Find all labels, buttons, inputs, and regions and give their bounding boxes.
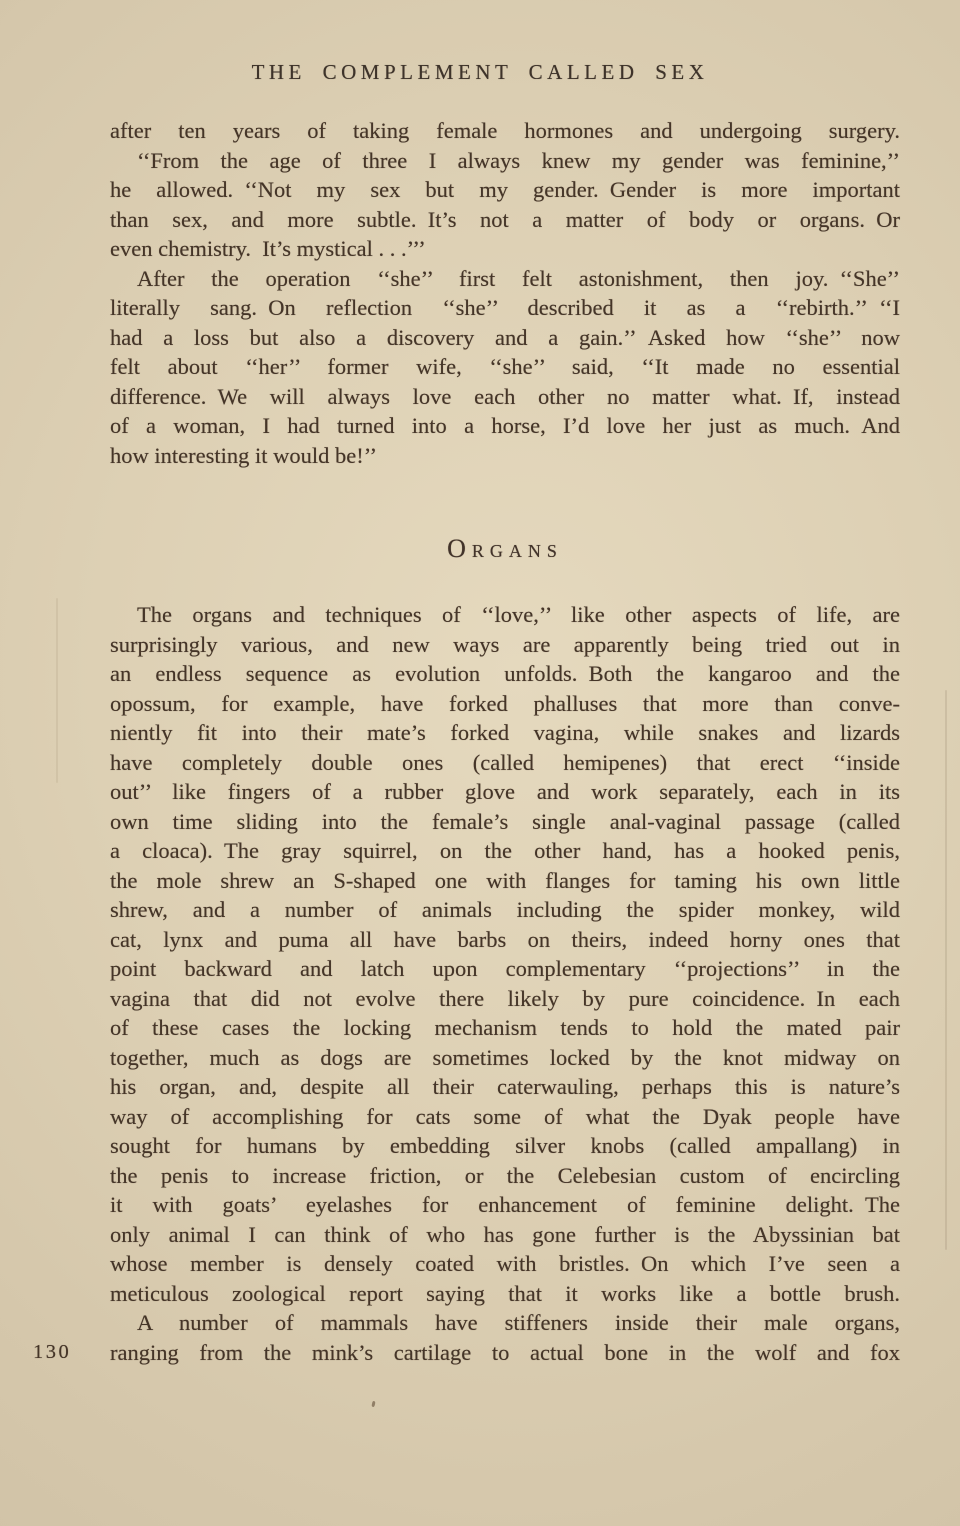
text-line: meticulous zoological report saying that it works like a bottle brush.	[110, 1280, 900, 1306]
text-line: whose member is densely coated with bristles. On which I’ve seen a	[110, 1251, 900, 1276]
text-line: way of accomplishing for cats some of what the Dyak people have	[110, 1103, 900, 1129]
text-line: it with goats’ eyelashes for enhancement of feminine delight. The	[110, 1192, 900, 1217]
text-line: vagina that did not evolve there likely by pure coincidence. In each	[110, 985, 900, 1011]
text-line: The organs and techniques of ‘‘love,’’ like other aspects of life, are	[137, 602, 900, 627]
text-line: cat, lynx and puma all have barbs on theirs, indeed horny ones that	[110, 926, 900, 952]
ink-speck	[371, 1401, 375, 1407]
text-line: the mole shrew an S-shaped one with flanges for taming his own little	[110, 867, 900, 893]
text-line: A number of mammals have stiffeners inside their male organs,	[137, 1310, 900, 1335]
paragraph	[110, 146, 900, 264]
text-line: how interesting it would be!’’	[110, 442, 378, 468]
text-line: even chemistry. It’s mystical . . .’’’	[110, 236, 426, 261]
text-line: had a loss but also a discovery and a gain.’’ Asked how ‘‘she’’ now	[110, 324, 900, 350]
text-line: have completely double ones (called hemipenes) that erect ‘‘inside	[110, 749, 900, 775]
text-line: sought for humans by embedding silver knobs (called ampallang) in	[110, 1133, 900, 1158]
text-line: together, much as dogs are sometimes locked by the knot midway on	[110, 1044, 900, 1070]
text-line: felt about ‘‘her’’ former wife, ‘‘she’’ said, ‘‘It made no essential	[110, 354, 900, 379]
page-crease-right	[945, 690, 947, 1250]
page-number: 130	[33, 1341, 72, 1363]
text-line: after ten years of taking female hormones and undergoing surgery.	[110, 118, 900, 143]
text-line: niently fit into their mate’s forked vagina, while snakes and lizards	[110, 720, 900, 745]
text-line: ‘‘From the age of three I always knew my gender was feminine,’’	[137, 147, 900, 173]
text-line: out’’ like fingers of a rubber glove and work separately, each in its	[110, 779, 900, 804]
text-line: only animal I can think of who has gone further is the Abyssinian bat	[110, 1221, 900, 1247]
text-line: he allowed. ‘‘Not my sex but my gender. Gender is more important	[110, 177, 900, 202]
paragraph	[110, 600, 900, 1308]
text-line: After the operation ‘‘she’’ first felt astonishment, then joy. ‘‘She’’	[137, 265, 900, 291]
paragraph	[110, 264, 900, 471]
text-line: point backward and latch upon complementary ‘‘projections’’ in the	[110, 956, 900, 981]
text-line: opossum, for example, have forked phalluses that more than conve-	[110, 690, 900, 716]
text-line: of these cases the locking mechanism tends to hold the mated pair	[110, 1015, 900, 1040]
page-crease-left	[56, 598, 58, 783]
text-line: surprisingly various, and new ways are apparently being tried out in	[110, 631, 900, 657]
text-line: difference. We will always love each other no matter what. If, instead	[110, 383, 900, 409]
text-line: ranging from the mink’s cartilage to actual bone in the wolf and fox	[110, 1339, 900, 1365]
text-line: an endless sequence as evolution unfolds. Both the kangaroo and the	[110, 661, 900, 686]
text-column	[110, 116, 900, 1367]
text-line: the penis to increase friction, or the Celebesian custom of encircling	[110, 1162, 900, 1188]
text-line: his organ, and, despite all their caterwauling, perhaps this is nature’s	[110, 1074, 900, 1099]
paragraph	[110, 1308, 900, 1367]
text-line: of a woman, I had turned into a horse, I’d love her just as much. And	[110, 413, 900, 438]
paragraph	[110, 116, 900, 146]
section-heading: Organs	[447, 534, 563, 563]
text-line: literally sang. On reflection ‘‘she’’ described it as a ‘‘rebirth.’’ ‘‘I	[110, 295, 900, 320]
text-line: shrew, and a number of animals including the spider monkey, wild	[110, 897, 900, 922]
running-head: THE COMPLEMENT CALLED SEX	[251, 60, 709, 84]
text-line: own time sliding into the female’s single anal-vaginal passage (called	[110, 808, 900, 834]
text-line: than sex, and more subtle. It’s not a matter of body or organs. Or	[110, 206, 900, 232]
text-line: a cloaca). The gray squirrel, on the other hand, has a hooked penis,	[110, 838, 900, 863]
